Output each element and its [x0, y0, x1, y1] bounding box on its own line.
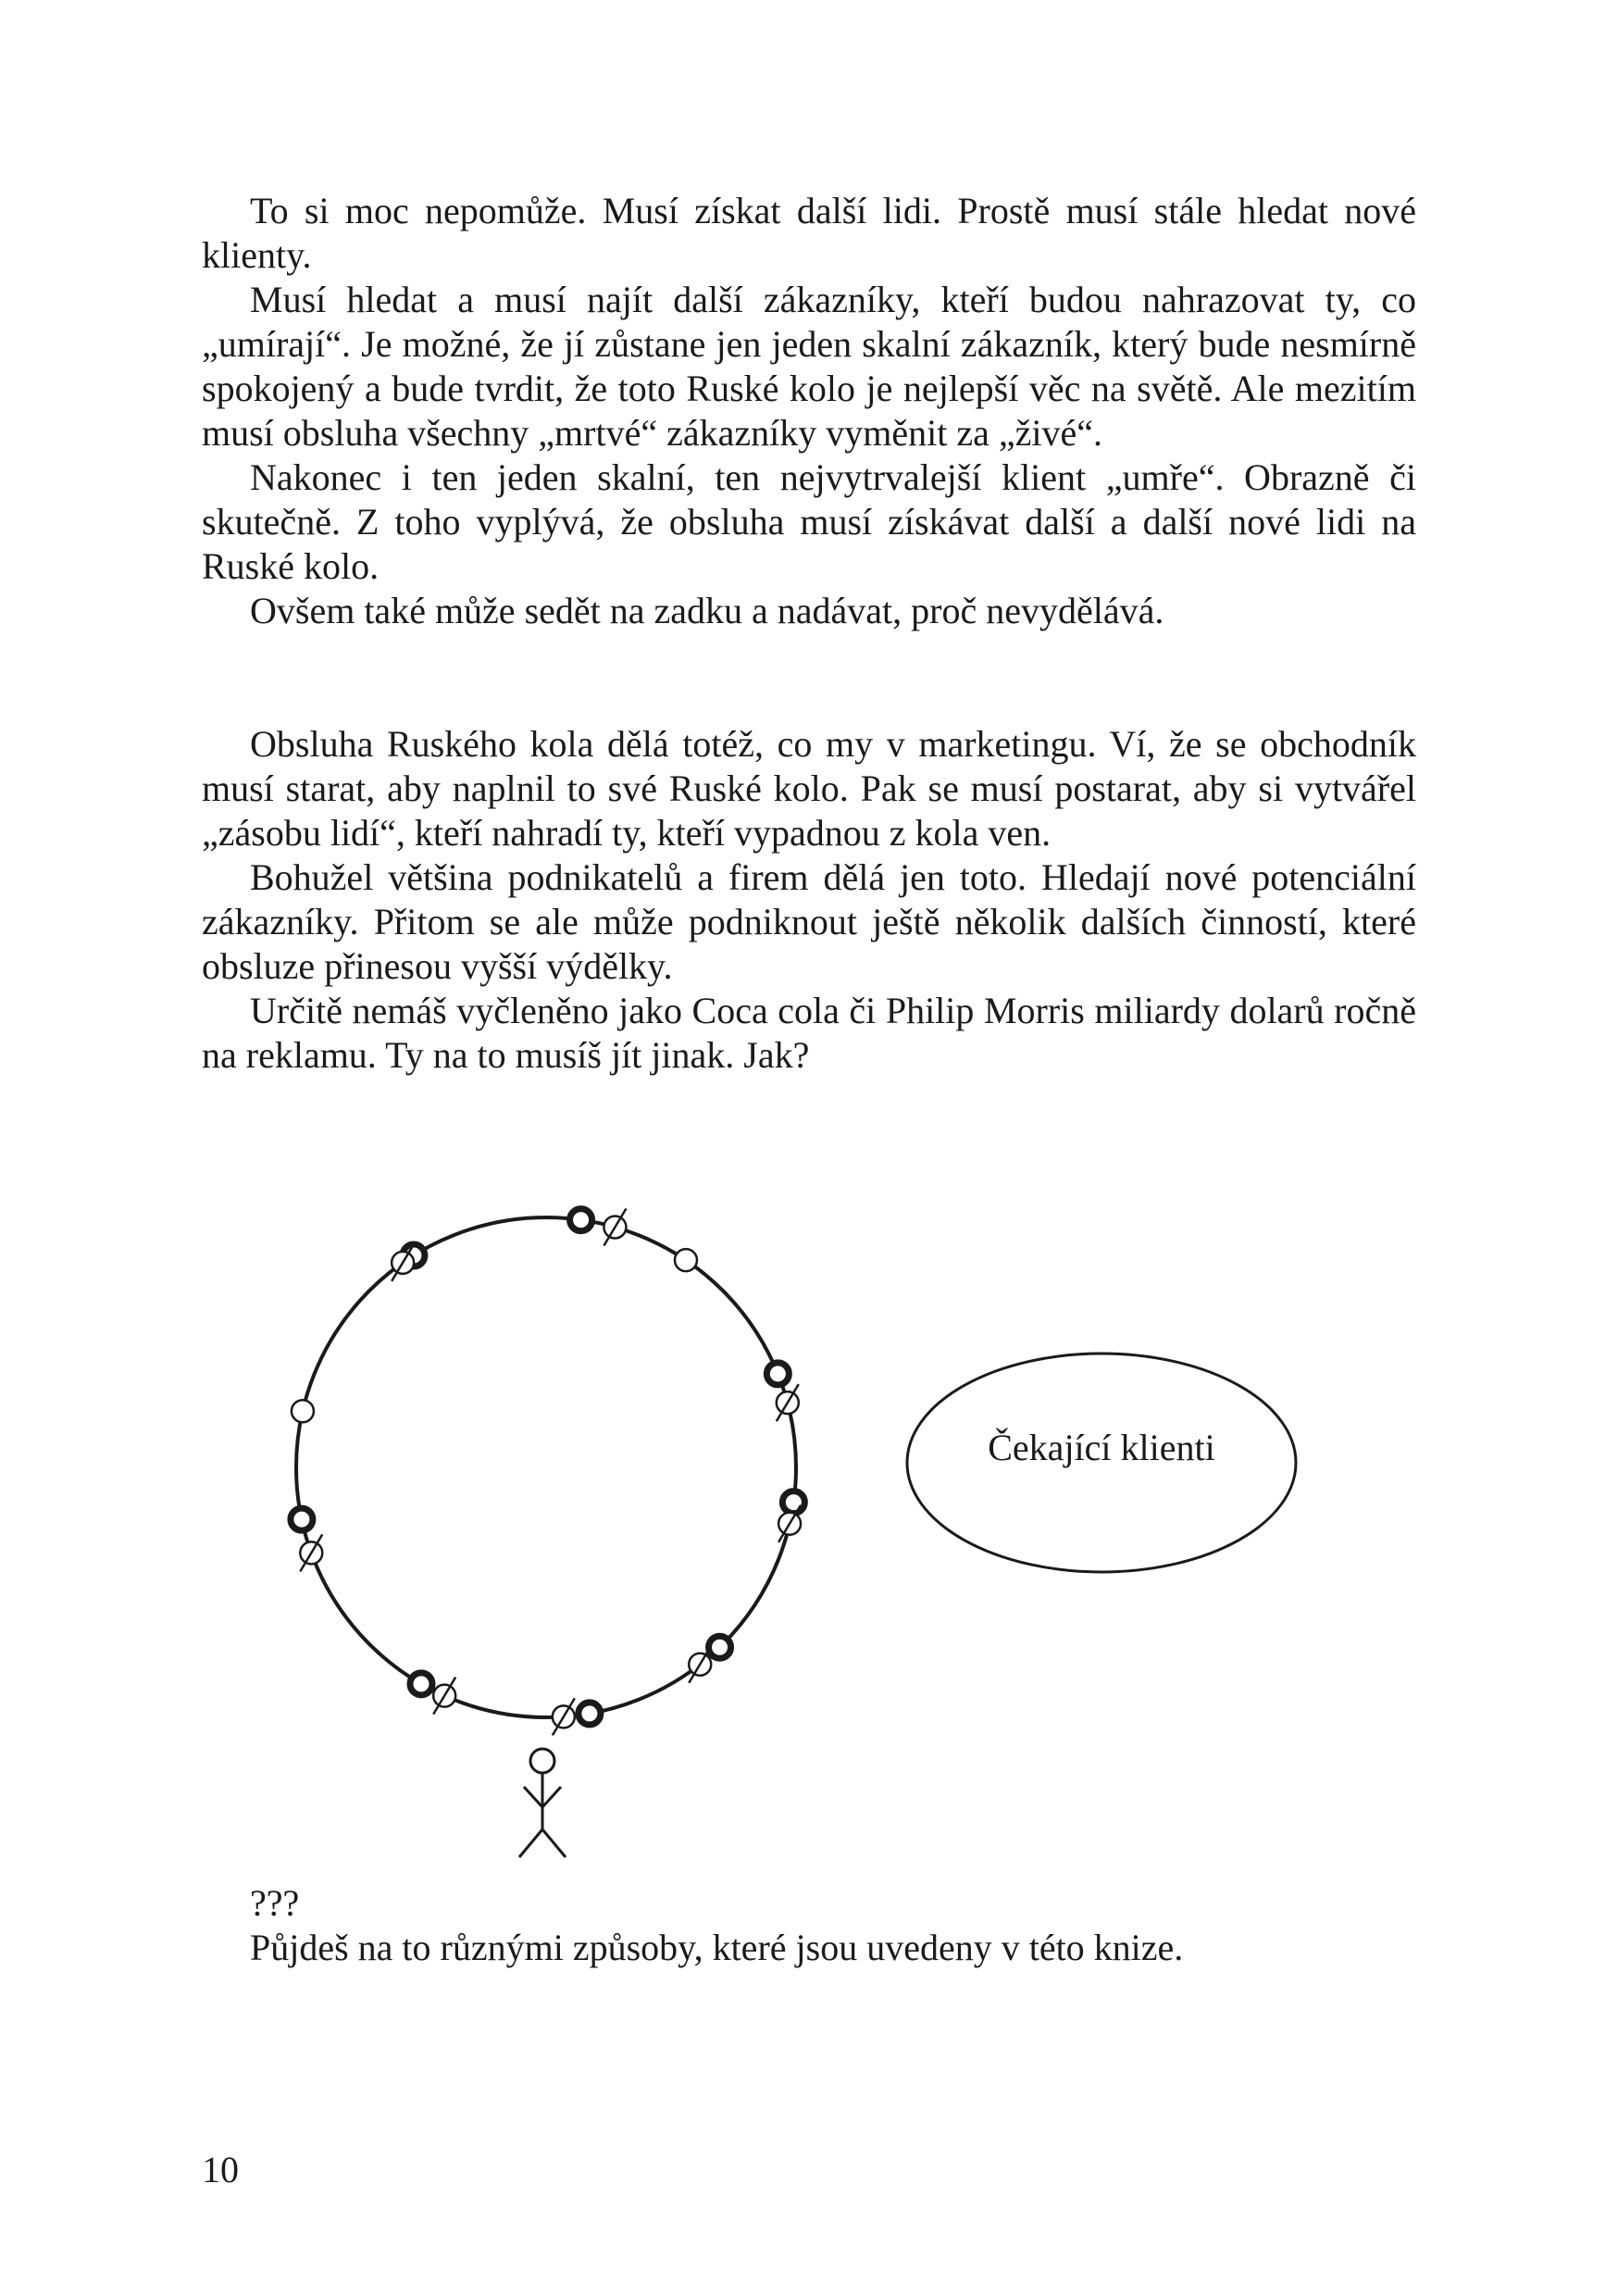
- occupied-seat-icon: [782, 1491, 804, 1514]
- wheel-seats: [291, 1208, 804, 1735]
- occupied-seat-icon: [709, 1636, 731, 1658]
- paragraph: Obsluha Ruského kola dělá totéž, co my v marketingu. Ví, že se obchodník musí starat, aby naplnil to své Ruské kolo. Pak se musí postarat, aby si vytvářel „zásobu lidí“, kteří nahradí ty, kteří vypadnou z kola ven.: [202, 723, 1416, 854]
- paragraph: To si moc nepomůže. Musí získat další lidi. Prostě musí stále hledat nové klienty.: [202, 190, 1416, 276]
- occupied-seat-icon: [570, 1209, 592, 1231]
- question-marks: ???: [250, 1882, 300, 1924]
- paragraph: Určitě nemáš vyčleněno jako Coca cola či Philip Morris miliardy dolarů ročně na reklamu. Ty na to musíš jít jinak. Jak?: [202, 990, 1416, 1076]
- occupied-seat-icon: [291, 1508, 313, 1530]
- answer-line: Půjdeš na to různými způsoby, které jsou uvedeny v této knize.: [250, 1927, 1184, 1968]
- text-block-top: [202, 189, 1416, 633]
- paragraph: Nakonec i ten jeden skalní, ten nejvytrvalejší klient „umře“. Obrazně či skutečně. Z toho vyplývá, že obsluha musí získávat další a další nové lidi na Ruské kolo.: [202, 456, 1416, 587]
- paragraph: Bohužel většina podnikatelů a firem dělá jen toto. Hledají nové potenciální zákazníky. Přitom se ale může podniknout ještě několik dalších činností, které obsluze přinesou vyšší výdělky.: [202, 856, 1416, 987]
- text-block-bottom: [202, 722, 1416, 1078]
- ferris-wheel-svg: [0, 1139, 1618, 1879]
- waiting-clients-label: Čekající klienti: [988, 1427, 1215, 1468]
- operator-stick-figure-icon: [519, 1749, 566, 1857]
- ferris-wheel-diagram: [0, 1139, 1618, 1879]
- paragraph: Musí hledat a musí najít další zákazníky, kteří budou nahrazovat ty, co „umírají“. Je možné, že jí zůstane jen jeden skalní zákazník, který bude nesmírně spokojený a bude tvrdit, že toto Ruské kolo je nejlepší věc na světě. Ale mezitím musí obsluha všechny „mrtvé“ zákazníky vyměnit za „živé“.: [202, 279, 1416, 454]
- empty-seat-icon: [675, 1249, 697, 1271]
- page-number: 10: [202, 2149, 239, 2190]
- occupied-seat-icon: [766, 1363, 789, 1385]
- paragraph: Ovšem také může sedět na zadku a nadávat, proč nevydělává.: [250, 590, 1164, 631]
- occupied-seat-icon: [579, 1703, 601, 1725]
- occupied-seat-icon: [410, 1673, 432, 1695]
- empty-seat-icon: [292, 1400, 314, 1422]
